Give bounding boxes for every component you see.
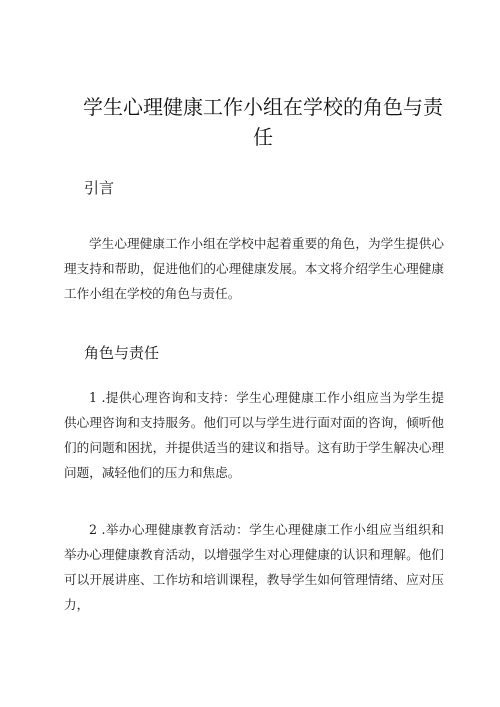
- roles-paragraph-1: 1 .提供心理咨询和支持：学生心理健康工作小组应当为学生提供心理咨询和支持服务。他们可以与学生进行面对面的咨询，倾听他们的问题和困扰，并提供适当的建议和指导。这有助于学生解决心理问题，减轻他们的压力和焦虑。: [64, 390, 444, 480]
- roles-paragraph-2: 2 .举办心理健康教育活动：学生心理健康工作小组应当组织和举办心理健康教育活动，以增强学生对心理健康的认识和理解。他们可以开展讲座、工作坊和培训课程，教导学生如何管理情绪、应对压力，: [64, 522, 444, 612]
- section-heading-roles: 角色与责任: [84, 344, 160, 362]
- section-heading-introduction: 引言: [84, 179, 115, 197]
- document-title: 学生心理健康工作小组在学校的角色与责任: [83, 95, 443, 149]
- introduction-paragraph: 学生心理健康工作小组在学校中起着重要的角色，为学生提供心理支持和帮助，促进他们的心理健康发展。本文将介绍学生心理健康工作小组在学校的角色与责任。: [64, 236, 444, 301]
